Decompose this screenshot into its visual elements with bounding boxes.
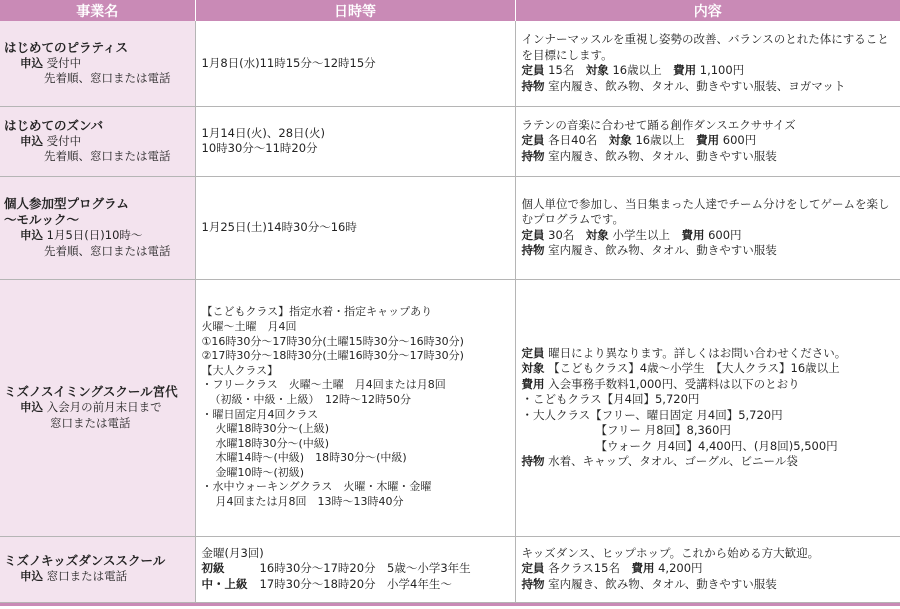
event-content: 個人単位で参加し、当日集まった人達でチーム分けをしてゲームを楽しむプログラムです。 定員 30名 対象 小学生以上 費用 600円 持物 室内履き、飲み物、タオル、動きやすい服装 <box>515 176 900 279</box>
apply-value: 1月5日(日)10時～ <box>46 228 143 242</box>
event-content: キッズダンス、ヒップホップ。これから始める方大歓迎。 定員 各クラス15名 費用 4,200円 持物 室内履き、飲み物、タオル、動きやすい服装 <box>515 536 900 602</box>
fee-line: 【ウォーク 月4回】4,400円、(月8回)5,500円 <box>595 438 838 453</box>
apply-value: 窓口または電話 <box>46 569 128 584</box>
items-value: 室内履き、飲み物、タオル、動きやすい服装 <box>548 576 777 591</box>
event-datetime: 【こどもクラス】指定水着・指定キャップあり 火曜～土曜 月4回 ①16時30分～17時30分(土曜15時30分～16時30分) ②17時30分～18時30分(土曜16時30分～17時30分) 【大人クラス】 ・フリークラス 火曜～土曜 月4回または月8回 （初級・中級・上級） 12時～12時50分 ・曜日固定月4回クラス 火曜18時30分～(上級) 水曜18時30分～(中級) 木曜14時～(中級) 18時30分～(中級) 金曜10時～(初級) ・水中ウォーキングクラス 火曜・木曜・金曜 月4回または月8回 13時～13時40分 <box>195 279 515 536</box>
event-datetime: 1月14日(火)、28日(火) 10時30分～11時20分 <box>195 106 515 176</box>
header-content: 内容 <box>515 0 900 21</box>
fee-line: 【フリー 月8回】8,360円 <box>595 423 731 437</box>
event-datetime: 金曜(月3回) 初級 16時30分～17時20分 5歳～小学3年生 中・上級 17時30分～18時20分 小学4年生～ <box>195 536 515 602</box>
target-value: 小学生以上 <box>612 227 670 242</box>
fee-line: ・大人クラス【フリー、曜日固定 月4回】5,720円 <box>521 407 783 422</box>
bottom-rule <box>0 603 900 606</box>
apply-note: 窓口または電話 <box>50 415 131 430</box>
event-description: 個人単位で参加し、当日集まった人達でチーム分けをしてゲームを楽しむプログラムです。 <box>521 196 890 226</box>
event-datetime: 1月8日(水)11時15分～12時15分 <box>195 21 515 106</box>
apply-value: 受付中 <box>46 133 82 148</box>
capacity-value: 30名 <box>548 227 575 242</box>
table-row-molkky <box>0 176 900 279</box>
items-value: 水着、キャップ、タオル、ゴーグル、ビニール袋 <box>548 454 798 468</box>
items-value: 室内履き、飲み物、タオル、動きやすい服装、ヨガマット <box>548 78 846 93</box>
event-title: はじめてのズンバ <box>4 117 104 133</box>
event-content: インナーマッスルを重視し姿勢の改善、バランスのとれた体にすることを目標にします。 定員 15名 対象 16歳以上 費用 1,100円 持物 室内履き、飲み物、タオル、動きやすい服装、ヨガマット <box>515 21 900 106</box>
items-value: 室内履き、飲み物、タオル、動きやすい服装 <box>548 148 777 163</box>
fee-value: 4,200円 <box>658 561 703 576</box>
table-row-zumba <box>0 106 900 176</box>
fee-value: 入会事務手数料1,000円、受講料は以下のとおり <box>548 376 800 391</box>
capacity-value: 15名 <box>548 63 575 78</box>
apply-label: 申込 <box>20 55 43 70</box>
capacity-value: 各クラス15名 <box>548 561 620 576</box>
event-content: ラテンの音楽に合わせて踊る創作ダンスエクササイズ 定員 各日40名 対象 16歳以上 費用 600円 持物 室内履き、飲み物、タオル、動きやすい服装 <box>515 106 900 176</box>
event-datetime: 1月25日(土)14時30分～16時 <box>195 176 515 279</box>
table-row-kids-dance <box>0 536 900 602</box>
event-title: 個人参加型プログラム <box>4 196 129 211</box>
event-content: 定員 曜日により異なります。詳しくはお問い合わせください。 対象 【こどもクラス】4歳～小学生 【大人クラス】16歳以上 費用 入会事務手数料1,000円、受講料は以下のとおり ・こどもクラス【月4回】5,720円 ・大人クラス【フリー、曜日固定 月4回】5,720円 【フリー 月8回】8,360円 【ウォーク 月4回】4,400円、(月8回)5,500円 持物 水着、キャップ、タオル、ゴーグル、ビニール袋 <box>515 279 900 536</box>
items-value: 室内履き、飲み物、タオル、動きやすい服装 <box>548 243 777 257</box>
header-name: 事業名 <box>0 0 195 21</box>
event-description: インナーマッスルを重視し姿勢の改善、バランスのとれた体にすることを目標にします。 <box>521 32 889 62</box>
fee-value: 1,100円 <box>699 63 745 78</box>
apply-note: 先着順、窓口または電話 <box>44 149 171 163</box>
event-name-cell: はじめてのズンバ 申込 受付中 先着順、窓口または電話 <box>0 106 195 176</box>
target-value: 16歳以上 <box>612 63 662 78</box>
apply-value: 受付中 <box>46 55 82 70</box>
event-description: ラテンの音楽に合わせて踊る創作ダンスエクササイズ <box>521 117 796 132</box>
fee-value: 600円 <box>708 227 742 242</box>
target-value: 【こどもクラス】4歳～小学生 【大人クラス】16歳以上 <box>548 361 840 375</box>
event-name-cell: ミズノキッズダンススクール 申込 窓口または電話 <box>0 536 195 602</box>
event-description: キッズダンス、ヒップホップ。これから始める方大歓迎。 <box>521 545 820 560</box>
event-title: ミズノキッズダンススクール <box>4 553 166 569</box>
apply-value: 入会月の前月末日まで <box>46 400 162 414</box>
event-name-cell <box>0 21 195 106</box>
event-title: はじめてのピラティス <box>4 39 129 55</box>
apply-note: 先着順、窓口または電話 <box>44 243 171 258</box>
fee-value: 600円 <box>722 133 757 148</box>
table-row-swimming <box>0 279 900 536</box>
capacity-value: 曜日により異なります。詳しくはお問い合わせください。 <box>548 345 847 360</box>
capacity-value: 各日40名 <box>548 133 598 148</box>
fee-line: ・こどもクラス【月4回】5,720円 <box>521 392 700 406</box>
event-name-cell: 個人参加型プログラム ～モルック～ 申込 1月5日(日)10時～ 先着順、窓口または電話 <box>0 176 195 279</box>
apply-note: 先着順、窓口または電話 <box>44 71 171 86</box>
table-header-row <box>0 0 900 21</box>
event-title: ミズノスイミングスクール宮代 <box>4 384 178 399</box>
event-name-cell: ミズノスイミングスクール宮代 申込 入会月の前月末日まで 窓口または電話 <box>0 279 195 536</box>
target-value: 16歳以上 <box>635 133 685 148</box>
table-row-pilates <box>0 21 900 106</box>
header-datetime: 日時等 <box>195 0 515 21</box>
event-subtitle: ～モルック～ <box>4 212 80 227</box>
